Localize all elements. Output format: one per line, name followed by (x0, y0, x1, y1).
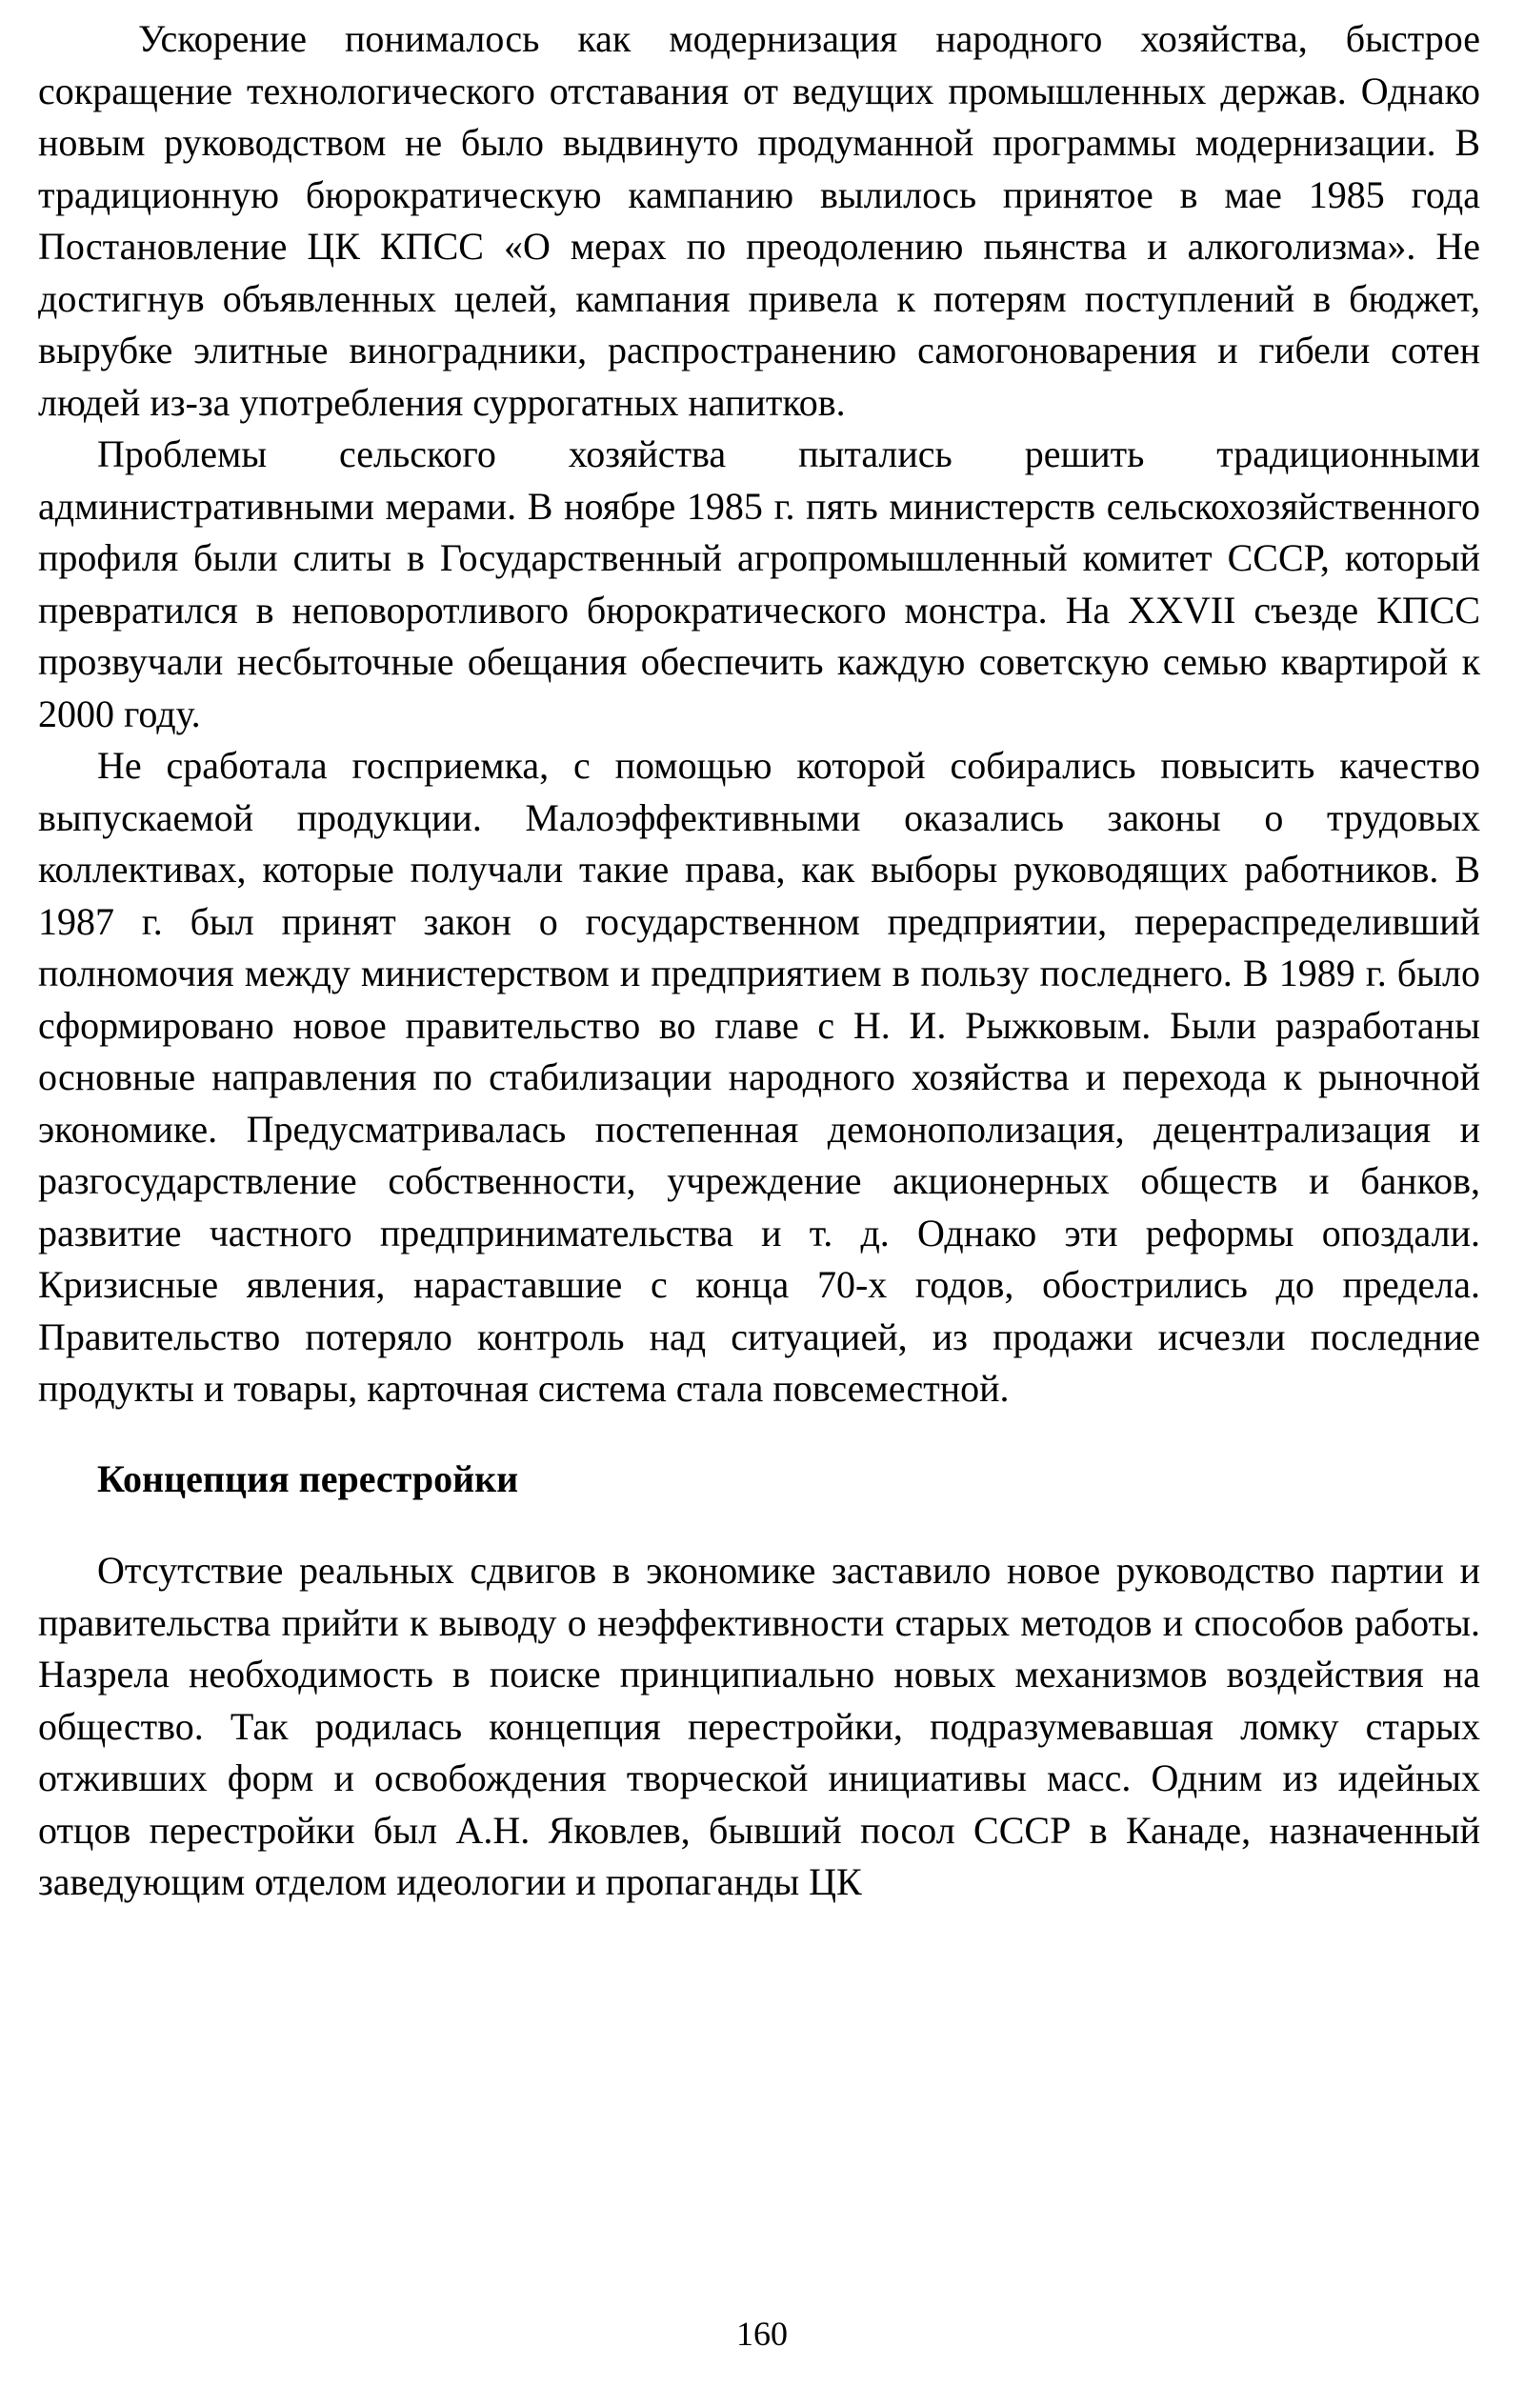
page-number: 160 (736, 2315, 788, 2353)
paragraph-acceleration: Ускорение понималось как модернизация народного хозяйства, быстрое сокращение технологического отставания от ведущих промышленных держав. Однако новым руководством не было выдвинуто продуманной программы модернизации. В традиционную бюрократическую кампанию вылилось принятое в мае 1985 года Постановление ЦК КПСС «О мерах по преодолению пьянства и алкоголизма». Не достигнув объявленных целей, кампания привела к потерям поступлений в бюджет, вырубке элитные виноградники, распространению самогоноварения и гибели сотен людей из-за употребления суррогатных напитков. (38, 17, 1480, 424)
paragraph-perestroika-concept: Отсутствие реальных сдвигов в экономике заставило новое руководство партии и правительства прийти к выводу о неэффективности старых методов и способов работы. Назрела необходимость в поиске принципиально новых механизмов воздействия на общество. Так родилась концепция перестройки, подразумевавшая ломку старых отживших форм и освобождения творческой инициативы масс. Одним из идейных отцов перестройки был А.Н. Яковлев, бывший посол СССР в Канаде, назначенный заведующим отделом идеологии и пропаганды ЦК (38, 1549, 1480, 1903)
paragraph-reforms: Не сработала госприемка, с помощью которой собирались повысить качество выпускаемой продукции. Малоэффективными оказались законы о трудовых коллективах, которые получали такие права, как выборы руководящих работников. В 1987 г. был принят закон о государственном предприятии, перераспределивший полномочия между министерством и предприятием в пользу последнего. В 1989 г. было сформировано новое правительство во главе с Н. И. Рыжковым. Были разработаны основные направления по стабилизации народного хозяйства и перехода к рыночной экономике. Предусматривалась постепенная демонополизация, децентрализация и разгосударствление собственности, учреждение акционерных обществ и банков, развитие частного предпринимательства и т. д. Однако эти реформы опоздали. Кризисные явления, нараставшие с конца 70-х годов, обострились до предела. Правительство потеряло контроль над ситуацией, из продажи исчезли последние продукты и товары, карточная система стала повсеместной. (38, 744, 1480, 1410)
document-page (38, 13, 1480, 2395)
section-heading: Концепция перестройки (97, 1456, 519, 1500)
paragraph-agriculture: Проблемы сельского хозяйства пытались решить традиционными административными мерами. В ноябре 1985 г. пять министерств сельскохозяйственного профиля были слиты в Государственный агропромышленный комитет СССР, который превратился в неповоротливого бюрократического монстра. На XXVII съезде КПСС прозвучали несбыточные обещания обеспечить каждую советскую семью квартирой к 2000 году. (38, 432, 1480, 735)
